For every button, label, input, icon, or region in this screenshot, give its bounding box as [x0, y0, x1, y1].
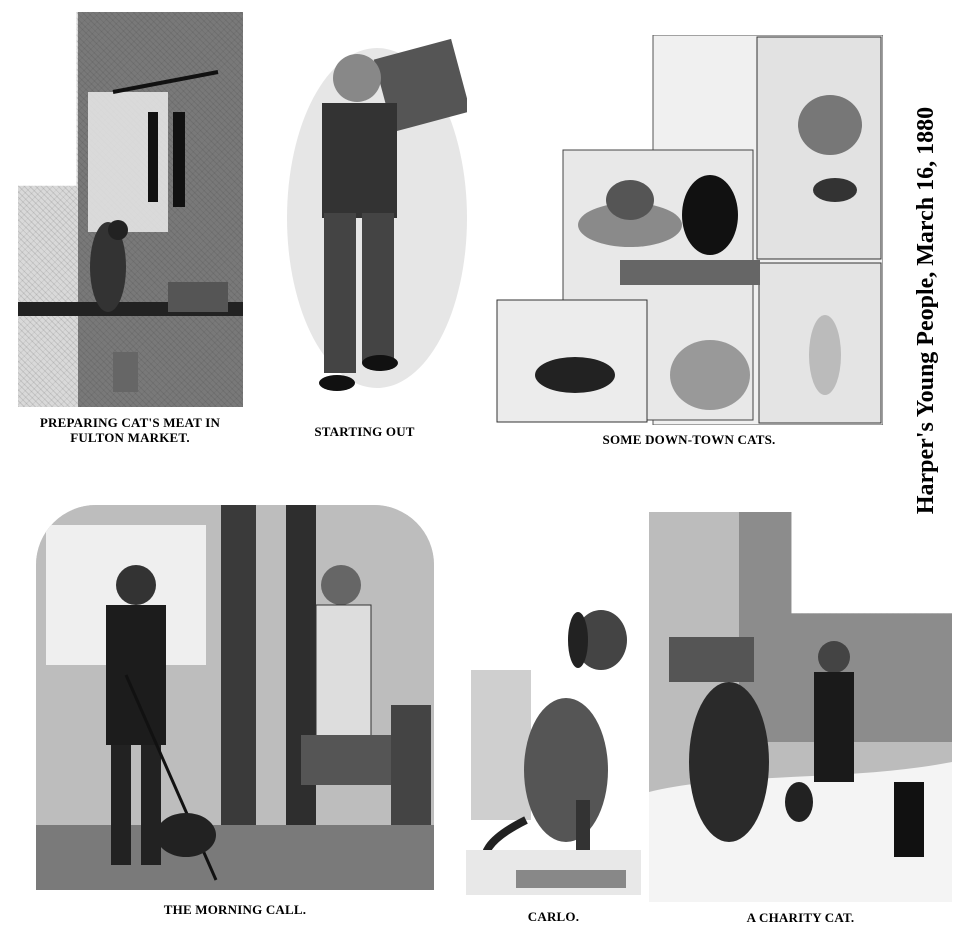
caption-down-town-cats: SOME DOWN-TOWN CATS. [602, 432, 776, 447]
caption-charity-cat: A CHARITY CAT. [746, 910, 855, 925]
caption-starting-out: STARTING OUT [314, 424, 415, 439]
engraving-man-with-basket [262, 18, 467, 413]
dog-drawing [466, 600, 641, 895]
man-basket-drawing [262, 18, 467, 413]
engraving-cats-collage [495, 35, 883, 425]
caption-carlo: CARLO. [527, 909, 580, 924]
publication-title [892, 40, 962, 580]
engraving-dog-carlo [466, 600, 641, 895]
butcher-scene-drawing [18, 12, 243, 407]
cats-collage-drawing [495, 35, 883, 425]
engraving-butcher-stall [18, 12, 243, 407]
engraving-shop-doorway [36, 505, 434, 890]
doorway-scene-drawing [36, 505, 434, 890]
caption-morning-call: THE MORNING CALL. [163, 902, 307, 917]
caption-preparing-cats-meat: PREPARING CAT'S MEAT IN FULTON MARKET. [39, 415, 221, 445]
publication-title-text: Harper's Young People, March 16, 1880 [913, 106, 940, 514]
